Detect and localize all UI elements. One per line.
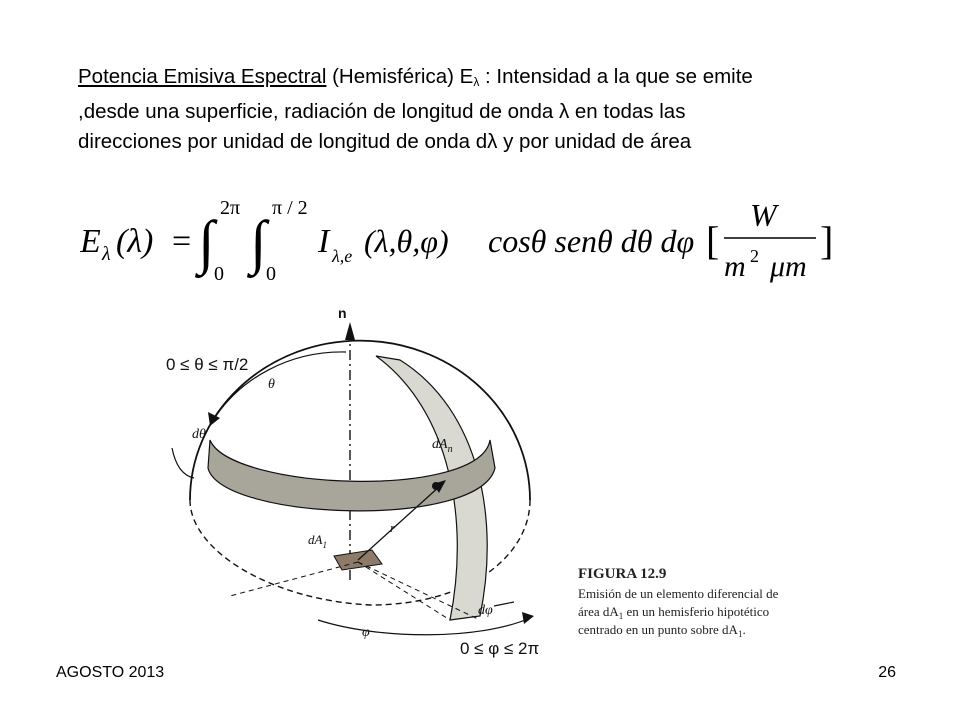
normal-arrowhead: [345, 322, 355, 340]
definition-line-3: direcciones por unidad de longitud de onda dλ y por unidad de área: [78, 130, 692, 153]
dan-point: [432, 482, 440, 490]
integrand-rest: cosθ senθ dθ dφ: [488, 223, 695, 259]
footer-date: AGOSTO 2013: [56, 664, 165, 681]
phi-ray-reference: [230, 562, 358, 596]
integral-sign-2: ∫: [250, 209, 267, 275]
units-den-m: m: [724, 250, 746, 283]
integral-1-lower: 0: [214, 263, 224, 285]
formula-lhs-e: E: [80, 223, 101, 260]
label-dphi: dφ: [478, 603, 493, 618]
integrand-args: (λ,θ,φ): [364, 223, 449, 259]
term-subscript: λ: [473, 75, 480, 89]
dphi-arrow-line: [494, 602, 514, 606]
definition-text: [78, 62, 898, 157]
phi-ray-2: [358, 562, 450, 620]
hemisphere-svg: [150, 300, 810, 660]
dtheta-arrow: [172, 448, 194, 478]
caption-line-2: área $dA_1$ en un hemisferio hipotético: [578, 604, 770, 621]
hemisphere-figure: [150, 300, 810, 660]
integral-1-upper: 2π: [220, 197, 241, 219]
integrand-i: I: [318, 223, 330, 260]
units-bracket-close: ]: [820, 218, 834, 263]
label-dtheta: dθ: [192, 427, 206, 442]
label-da1: $dA_1$: [308, 532, 327, 550]
emissive-power-formula: [80, 192, 840, 288]
integral-2-lower: 0: [266, 263, 276, 285]
label-phi-range: 0 ≤ φ ≤ 2π: [460, 639, 540, 658]
formula-svg: [80, 192, 840, 288]
units-numerator: W: [750, 197, 777, 233]
theta-arc-arrowhead: [208, 412, 220, 426]
label-dan: $dA_n$: [432, 437, 453, 455]
caption-line-1: Emisión de un elemento diferencial de: [578, 586, 779, 601]
phi-range-arc: [318, 618, 530, 635]
formula-equals: =: [172, 223, 192, 260]
formula-lhs-sub: λ: [102, 243, 111, 265]
integral-sign-1: ∫: [198, 209, 215, 275]
caption-line-3: centrado en un punto sobre $dA_1$.: [578, 622, 746, 639]
integral-2-upper: π / 2: [272, 197, 308, 219]
caption-title: FIGURA 12.9: [578, 566, 667, 582]
term-hemispherical: (Hemisférica) E: [326, 65, 474, 88]
definition-line-1: : Intensidad a la que se emite: [479, 65, 753, 88]
label-theta: θ: [268, 377, 275, 392]
units-den-um: μm: [770, 250, 807, 283]
units-bracket-open: [: [706, 218, 720, 263]
figure-caption: [578, 566, 779, 639]
units-den-exp: 2: [750, 246, 759, 266]
term-underlined: Potencia Emisiva Espectral: [78, 65, 327, 88]
slide-number: 26: [878, 664, 896, 681]
label-phi: φ: [362, 625, 370, 640]
phi-arc-arrowhead: [522, 612, 534, 624]
label-theta-range: 0 ≤ θ ≤ π/2: [166, 355, 249, 374]
label-r: r: [390, 520, 396, 535]
definition-line-2: ,desde una superficie, radiación de longitud de onda λ en todas las: [78, 100, 686, 123]
label-normal-n: n: [338, 305, 347, 321]
formula-lhs-arg: (λ): [116, 223, 154, 260]
integrand-subscript: λ,e: [332, 246, 353, 266]
